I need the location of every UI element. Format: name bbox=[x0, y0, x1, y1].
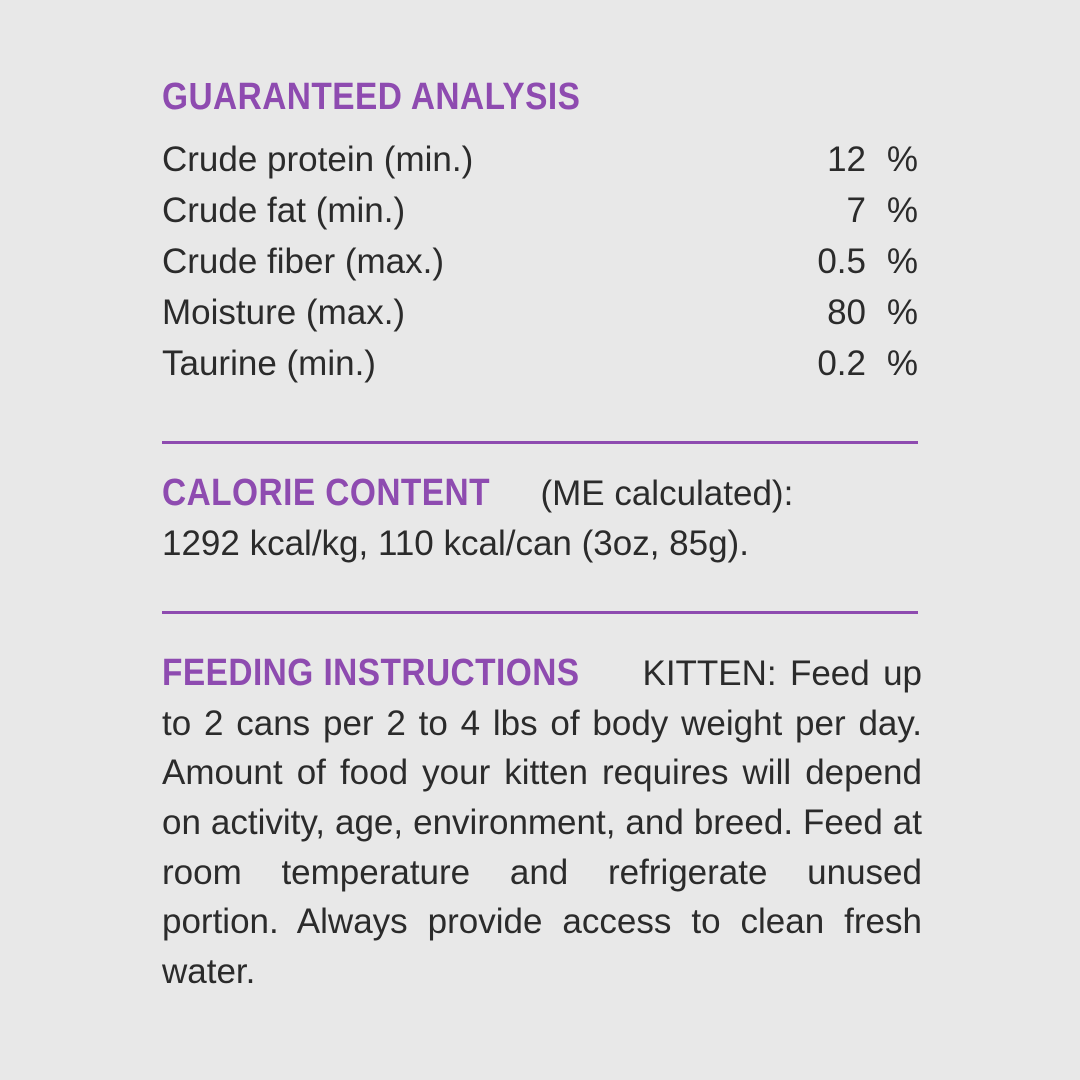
feeding-instructions-body: KITTEN: Feed up to 2 cans per 2 to 4 lbs of body weight per day. Amount of food your kitten requires will depend on activity, age, environment, and breed. Feed at room temperature and refrigerate unused portion. Always provide access to clean fresh water. bbox=[162, 654, 922, 992]
nutrient-unit: % bbox=[886, 190, 918, 230]
nutrient-value: 0.5 bbox=[817, 241, 866, 281]
nutrient-name: Crude fiber (max.) bbox=[162, 241, 445, 281]
nutrient-name: Crude protein (min.) bbox=[162, 139, 474, 179]
calorie-content-section bbox=[162, 471, 932, 567]
guaranteed-analysis-heading: GUARANTEED ANALYSIS bbox=[162, 76, 581, 118]
nutrient-value: 80 bbox=[827, 292, 866, 332]
nutrient-value: 12 bbox=[827, 139, 866, 179]
table-row bbox=[162, 134, 918, 185]
divider-1 bbox=[162, 441, 918, 444]
calorie-content-heading: CALORIE CONTENT bbox=[162, 471, 490, 514]
guaranteed-analysis-table bbox=[162, 134, 918, 389]
table-row bbox=[162, 287, 918, 338]
calorie-content-value: 1292 kcal/kg, 110 kcal/can (3oz, 85g). bbox=[162, 523, 749, 563]
calorie-content-headline bbox=[162, 471, 932, 514]
feeding-instructions-paragraph bbox=[162, 649, 922, 997]
nutrient-unit: % bbox=[886, 292, 918, 332]
table-row bbox=[162, 185, 918, 236]
divider-2 bbox=[162, 611, 918, 614]
feeding-instructions-section bbox=[162, 649, 922, 997]
nutrient-value: 0.2 bbox=[817, 343, 866, 383]
nutrient-unit: % bbox=[886, 343, 918, 383]
nutrient-name: Moisture (max.) bbox=[162, 292, 406, 332]
nutrient-value: 7 bbox=[846, 190, 866, 230]
nutrient-unit: % bbox=[886, 241, 918, 281]
nutrient-name: Crude fat (min.) bbox=[162, 190, 406, 230]
table-row bbox=[162, 338, 918, 389]
table-row bbox=[162, 236, 918, 287]
feeding-instructions-heading: FEEDING INSTRUCTIONS bbox=[162, 652, 580, 695]
nutrient-name: Taurine (min.) bbox=[162, 343, 376, 383]
nutrient-unit: % bbox=[886, 139, 918, 179]
calorie-content-suffix: (ME calculated): bbox=[530, 473, 794, 513]
